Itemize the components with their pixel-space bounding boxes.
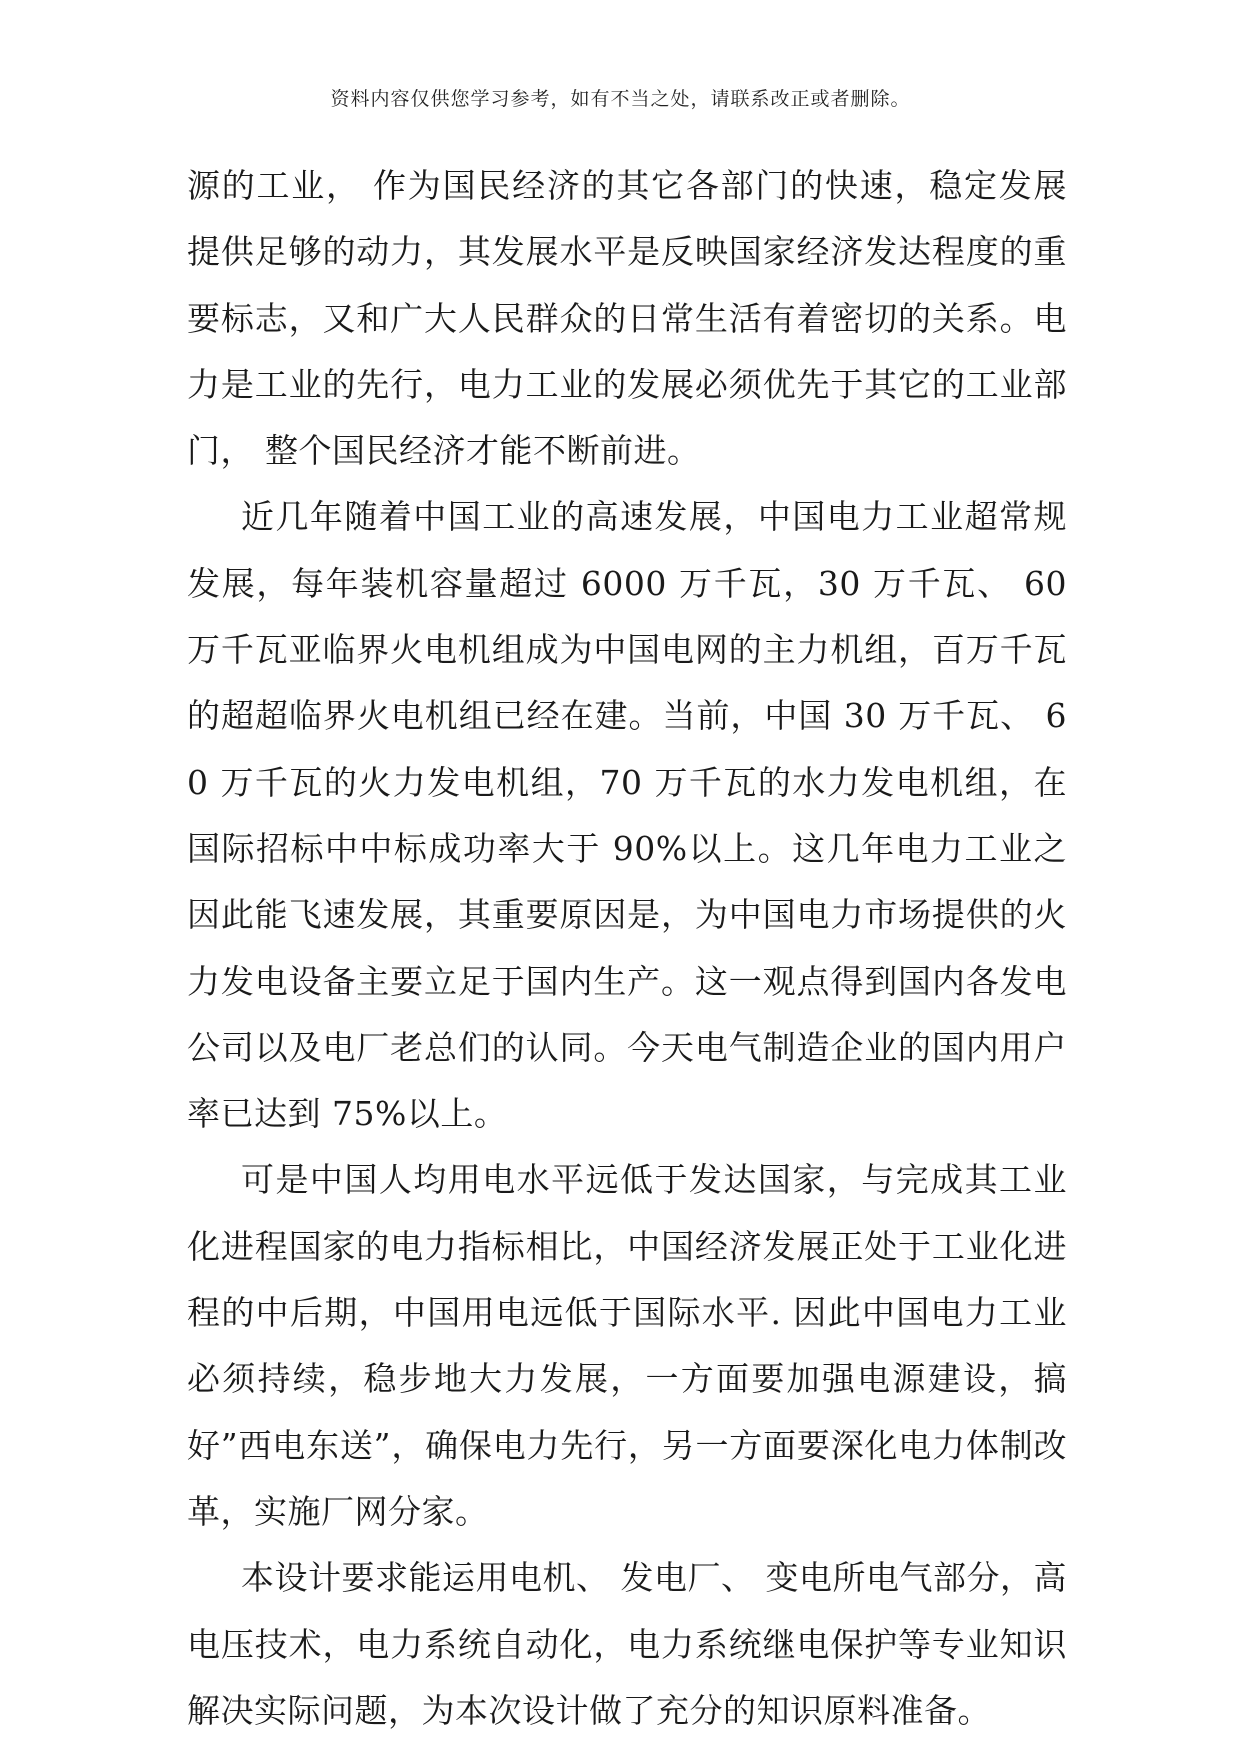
paragraph-continued: 源的工业， 作为国民经济的其它各部门的快速，稳定发展提供足够的动力，其发展水平是反映国家经济发达程度的重要标志，又和广大人民群众的日常生活有着密切的关系。电力是工业的先行，电力工业的发展必须优先于其它的工业部门， 整个国民经济才能不断前进。 — [187, 166, 1067, 471]
body-text — [187, 153, 1067, 1744]
paragraph-industry-growth: 近几年随着中国工业的高速发展，中国电力工业超常规发展，每年装机容量超过 6000 万千瓦，30 万千瓦、 60 万千瓦亚临界火电机组成为中国电网的主力机组，百万千瓦的超超临界火电机组已经在建。当前，中国 30 万千瓦、 60 万千瓦的火力发电机组，70 万千瓦的水力发电机组，在国际招标中中标成功率大于 90%以上。这几年电力工业之因此能飞速发展，其重要原因是，为中国电力市场提供的火力发电设备主要立足于国内生产。这一观点得到国内各发电公司以及电厂老总们的认同。今天电气制造企业的国内用户率已达到 75%以上。 — [187, 497, 1067, 1134]
disclaimer-header: 资料内容仅供您学习参考，如有不当之处，请联系改正或者删除。 — [330, 88, 911, 110]
paragraph-power-level: 可是中国人均用电水平远低于发达国家，与完成其工业化进程国家的电力指标相比，中国经济发展正处于工业化进程的中后期，中国用电远低于国际水平. 因此中国电力工业必须持续，稳步地大力发展，一方面要加强电源建设，搞好”西电东送”，确保电力先行，另一方面要深化电力体制改革，实施厂网分家。 — [187, 1160, 1067, 1531]
paragraph-design-requirements: 本设计要求能运用电机、 发电厂、 变电所电气部分，高电压技术，电力系统自动化，电力系统继电保护等专业知识解决实际问题，为本次设计做了充分的知识原料准备。 — [187, 1558, 1067, 1730]
